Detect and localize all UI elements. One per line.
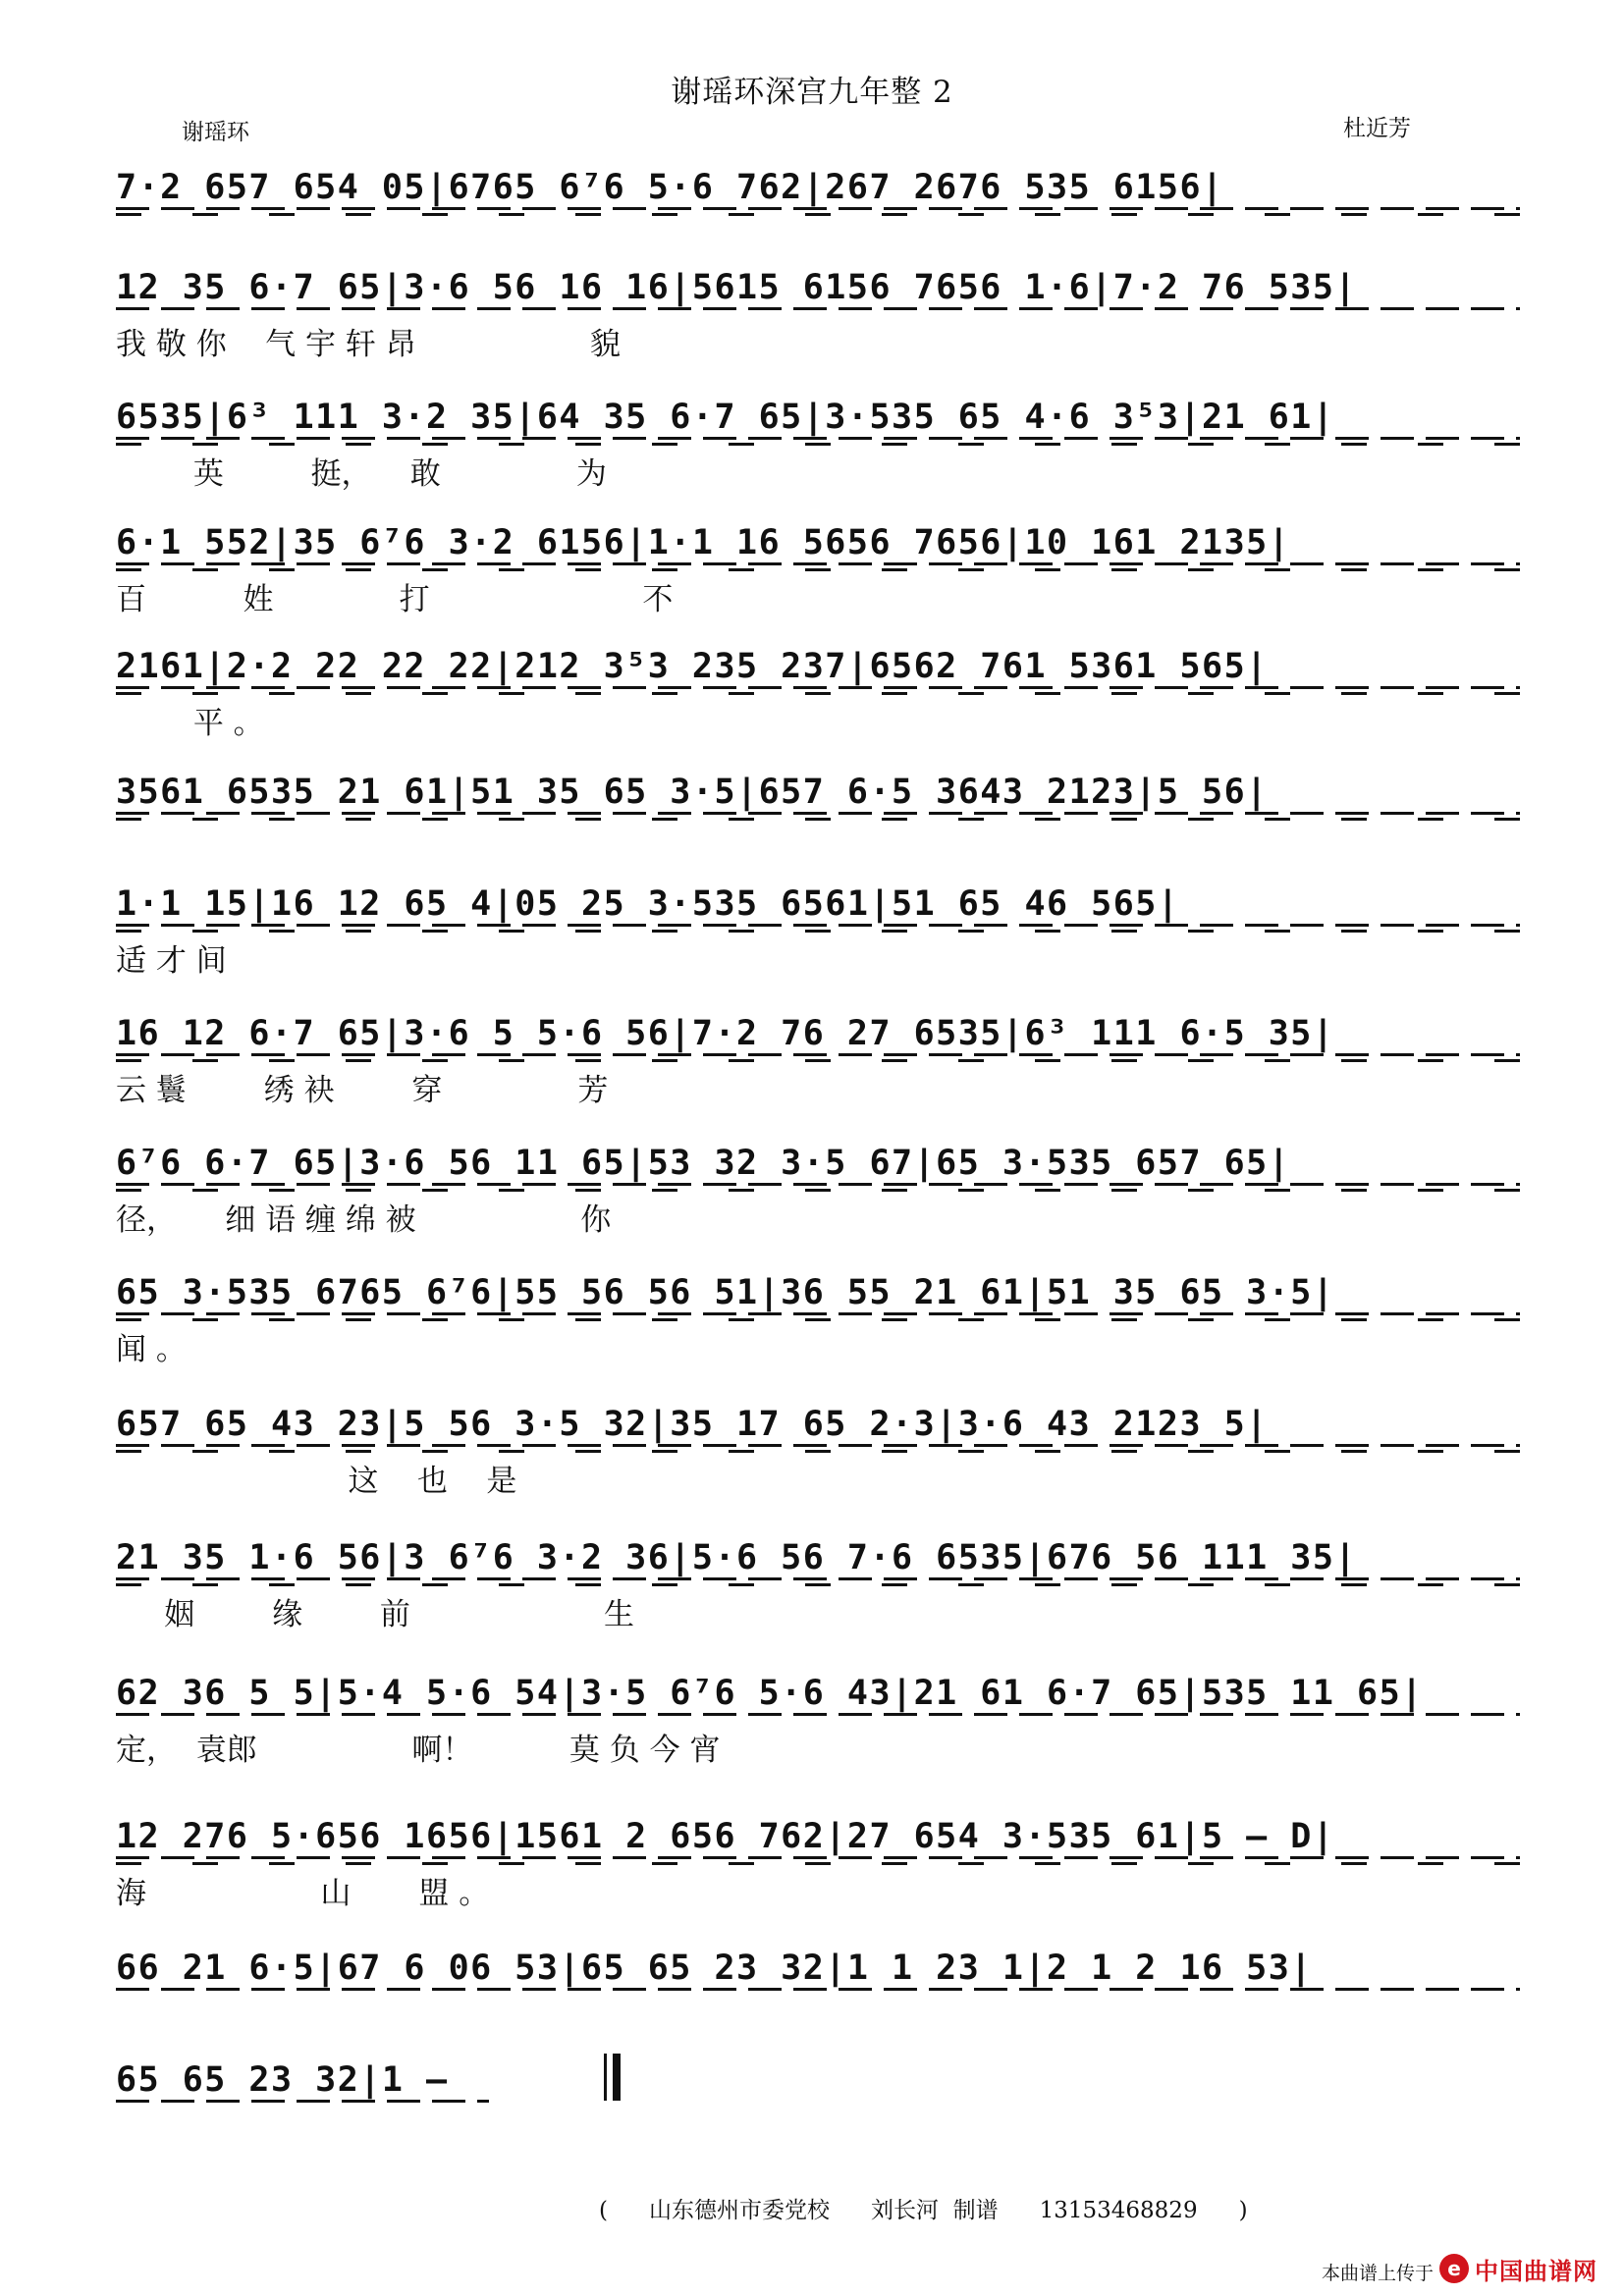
beat-underline-double <box>116 1318 1520 1321</box>
footer <box>599 2192 1289 2224</box>
performer-name: 杜近芳 <box>1343 116 1411 141</box>
beat-underline-double <box>116 1862 1520 1865</box>
footer-author: 刘长河 制谱 <box>870 2198 999 2223</box>
beat-underline-double <box>116 1189 1520 1192</box>
notation-line: 7·2 657 654 05|6765 6⁷6 5·6 762|267 2676 535 6156| <box>116 168 1224 207</box>
notation-line: 657 65 43 23|5 56 3·5 32|35 17 65 2·3|3·6 43 2123 5| <box>116 1405 1269 1444</box>
footer-open-paren: ( <box>599 2198 608 2223</box>
beat-underline <box>116 207 1520 210</box>
beat-underline <box>116 1444 1520 1447</box>
beat-underline <box>116 562 1520 565</box>
notation-line: 12 276 5·656 1656|1561 2 656 762|27 654 3·535 61|5 – D| <box>116 1817 1335 1856</box>
role-name: 谢瑶环 <box>182 120 249 145</box>
lyric-line: 海 山 盟 。 <box>116 1876 490 1911</box>
lyric-line: 定， 袁郎 啊！ 莫 负 今 宵 <box>116 1733 721 1768</box>
lyric-line: 英 挺， 敢 为 <box>116 456 607 492</box>
final-barline <box>604 2054 625 2101</box>
beat-underline-double <box>116 1583 1520 1586</box>
page-title: 谢瑶环深宫九年整 2 <box>671 75 953 110</box>
beat-underline-double <box>116 930 1520 933</box>
beat-underline-double <box>116 1059 1520 1062</box>
beat-underline <box>116 812 1520 815</box>
lyric-line: 闻 。 <box>116 1332 187 1367</box>
beat-underline-double <box>116 213 1520 216</box>
beat-underline <box>116 307 1520 310</box>
beat-underline-double <box>116 818 1520 821</box>
notation-line: 6·1 552|35 6⁷6 3·2 6156|1·1 16 5656 7656|10 161 2135| <box>116 523 1291 562</box>
logo-e-icon: e <box>1439 2254 1469 2283</box>
beat-underline-double <box>116 443 1520 446</box>
lyric-line: 平 。 <box>116 706 264 741</box>
lyric-line: 云 鬟 绣 袂 穿 芳 <box>116 1073 609 1108</box>
beat-underline <box>116 924 1520 927</box>
lyric-line: 适 才 间 <box>116 943 227 979</box>
notation-line: 65 65 23 32|1 – <box>116 2060 449 2100</box>
notation-line: 16 12 6·7 65|3·6 5 5·6 56|7·2 76 27 6535|6³ 111 6·5 35| <box>116 1014 1335 1053</box>
beat-underline <box>116 2100 489 2103</box>
notation-line: 12 35 6·7 65|3·6 56 16 16|5615 6156 7656 1·6|7·2 76 535| <box>116 268 1358 307</box>
notation-line: 1·1 15|16 12 65 4|05 25 3·535 6561|51 65 46 565| <box>116 884 1180 924</box>
beat-underline-double <box>116 568 1520 571</box>
beat-underline <box>116 1577 1520 1580</box>
beat-underline <box>116 1856 1520 1859</box>
logo-text: 中国曲谱网 <box>1475 2257 1597 2285</box>
lyric-line: 径， 细 语 缠 绵 被 你 <box>116 1202 612 1238</box>
beat-underline <box>116 1183 1520 1186</box>
beat-underline <box>116 1988 1520 1991</box>
site-logo[interactable] <box>1439 2250 1597 2287</box>
notation-line: 21 35 1·6 56|3 6⁷6 3·2 36|5·6 56 7·6 6535|676 56 111 35| <box>116 1538 1358 1577</box>
lyric-line: 这 也 是 <box>116 1464 517 1499</box>
beat-underline <box>116 437 1520 440</box>
lyric-line: 百 姓 打 不 <box>116 582 674 617</box>
beat-underline <box>116 1053 1520 1056</box>
lyric-line: 姻 缘 前 生 <box>116 1597 635 1632</box>
notation-line: 2161|2·2 22 22 22|212 3⁵3 235 237|6562 761 5361 565| <box>116 647 1269 686</box>
beat-underline-double <box>116 692 1520 695</box>
lyric-line: 我 敬 你 气 宇 轩 昂 貌 <box>116 327 622 362</box>
footer-organization: 山东德州市委党校 <box>648 2198 830 2223</box>
beat-underline <box>116 686 1520 689</box>
notation-line: 6535|6³ 111 3·2 35|64 35 6·7 65|3·535 65 4·6 3⁵3|21 61| <box>116 398 1335 437</box>
footer-close-paren: ) <box>1238 2198 1248 2223</box>
beat-underline <box>116 1312 1520 1315</box>
notation-line: 6⁷6 6·7 65|3·6 56 11 65|53 32 3·5 67|65 3·535 657 65| <box>116 1144 1291 1183</box>
notation-line: 65 3·535 6765 6⁷6|55 56 56 51|36 55 21 61|51 35 65 3·5| <box>116 1273 1335 1312</box>
upload-credit: 本曲谱上传于 <box>1322 2263 1435 2284</box>
beat-underline <box>116 1713 1520 1716</box>
notation-line: 66 21 6·5|67 6 06 53|65 65 23 32|1 1 23 1|2 1 2 16 53| <box>116 1949 1313 1988</box>
notation-line: 62 36 5 5|5·4 5·6 54|3·5 6⁷6 5·6 43|21 61 6·7 65|535 11 65| <box>116 1674 1424 1713</box>
beat-underline-double <box>116 1450 1520 1453</box>
notation-line: 3561 6535 21 61|51 35 65 3·5|657 6·5 3643 2123|5 56| <box>116 773 1269 812</box>
footer-phone: 13153468829 <box>1039 2198 1198 2223</box>
